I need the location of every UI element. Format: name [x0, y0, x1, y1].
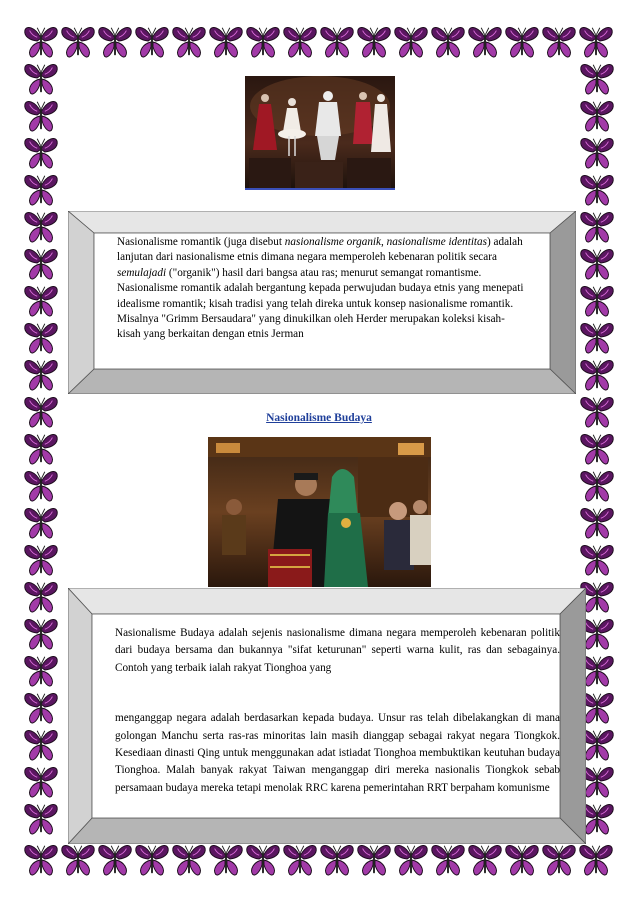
- butterfly-icon: [22, 171, 60, 209]
- exhibit-photo: [245, 76, 395, 190]
- romantic-text-run: nasionalisme organik: [284, 236, 382, 248]
- butterfly-icon: [281, 841, 319, 879]
- butterfly-icon: [355, 23, 393, 61]
- butterfly-icon: [22, 356, 60, 394]
- butterfly-icon: [22, 60, 60, 98]
- romantic-text-run: ,: [381, 236, 387, 248]
- butterfly-icon: [244, 23, 282, 61]
- butterfly-border-left: [22, 60, 62, 842]
- butterfly-icon: [503, 23, 541, 61]
- butterfly-icon: [59, 841, 97, 879]
- butterfly-icon: [22, 615, 60, 653]
- butterfly-icon: [22, 97, 60, 135]
- butterfly-icon: [578, 319, 616, 357]
- butterfly-icon: [22, 578, 60, 616]
- butterfly-icon: [577, 841, 615, 879]
- butterfly-icon: [578, 541, 616, 579]
- butterfly-icon: [22, 541, 60, 579]
- ceremony-photo: [208, 437, 431, 587]
- butterfly-icon: [503, 841, 541, 879]
- butterfly-icon: [355, 841, 393, 879]
- butterfly-icon: [578, 467, 616, 505]
- romantic-text-run: semulajadi: [117, 266, 167, 279]
- butterfly-icon: [96, 841, 134, 879]
- butterfly-icon: [578, 356, 616, 394]
- butterfly-icon: [22, 134, 60, 172]
- butterfly-icon: [577, 23, 615, 61]
- butterfly-icon: [22, 208, 60, 246]
- butterfly-icon: [133, 841, 171, 879]
- butterfly-icon: [540, 841, 578, 879]
- butterfly-icon: [22, 319, 60, 357]
- butterfly-icon: [22, 800, 60, 838]
- butterfly-icon: [429, 23, 467, 61]
- romantic-text-run: ) adalah lanjutan dari nasionalisme etnis dimana negara memperoleh kebenaran politik secara: [117, 236, 523, 264]
- butterfly-border-bottom: [22, 840, 616, 882]
- cultural-paragraph-1: Nasionalisme Budaya adalah sejenis nasionalisme dimana negara memperoleh kebenaran politik dari budaya bersama dan bukannya "sifat keturunan" seperti warna kulit, ras dan sebagainya. Contoh yang terbaik ialah rakyat Tionghoa yang: [115, 627, 560, 674]
- butterfly-icon: [59, 23, 97, 61]
- butterfly-icon: [318, 23, 356, 61]
- butterfly-border-top: [22, 22, 616, 62]
- butterfly-icon: [207, 23, 245, 61]
- butterfly-icon: [22, 23, 60, 61]
- butterfly-icon: [22, 430, 60, 468]
- section-heading-cultural: Nasionalisme Budaya: [266, 412, 372, 424]
- butterfly-icon: [578, 504, 616, 542]
- butterfly-icon: [244, 841, 282, 879]
- butterfly-icon: [22, 504, 60, 542]
- butterfly-icon: [429, 841, 467, 879]
- butterfly-icon: [318, 841, 356, 879]
- butterfly-icon: [578, 60, 616, 98]
- butterfly-icon: [578, 430, 616, 468]
- butterfly-icon: [578, 282, 616, 320]
- romantic-text-run: nasionalisme identitas: [386, 236, 487, 248]
- cultural-nationalism-text: [115, 625, 560, 797]
- butterfly-icon: [578, 134, 616, 172]
- butterfly-icon: [578, 97, 616, 135]
- butterfly-icon: [578, 208, 616, 246]
- cultural-paragraph-2: menganggap negara adalah berdasarkan kepada budaya. Unsur ras telah dibelakangkan di mana golongan Manchu serta ras-ras minoritas lain masih dianggap sebagai rakyat negara Tiongkok. Kesediaan dinasti Qing untuk menggunakan adat istiadat Tionghoa membuktikan keutuhan budaya Tionghoa. Malah banyak rakyat Taiwan menganggap diri mereka nasionalis Tiongkok sebab persamaan budaya mereka tetapi menolak RRC karena pemerintahan RRT berpaham komunisme: [115, 712, 560, 794]
- butterfly-icon: [170, 841, 208, 879]
- butterfly-icon: [281, 23, 319, 61]
- butterfly-icon: [466, 841, 504, 879]
- romantic-nationalism-paragraph: [117, 235, 524, 343]
- text-frame-romantic: [68, 211, 576, 394]
- butterfly-icon: [22, 652, 60, 690]
- butterfly-icon: [540, 23, 578, 61]
- butterfly-icon: [22, 726, 60, 764]
- butterfly-icon: [392, 23, 430, 61]
- butterfly-icon: [22, 245, 60, 283]
- romantic-text-run: Nasionalisme romantik (juga disebut: [117, 236, 285, 248]
- butterfly-icon: [133, 23, 171, 61]
- butterfly-icon: [207, 841, 245, 879]
- butterfly-icon: [22, 841, 60, 879]
- butterfly-icon: [578, 245, 616, 283]
- butterfly-icon: [96, 23, 134, 61]
- butterfly-icon: [466, 23, 504, 61]
- romantic-text-run: ("organik") hasil dari bangsa atau ras; menurut semangat romantisme. Nasionalisme romantik adalah bergantung kepada perwujudan budaya etnis yang menepati idealisme romantik; kisah tradisi yang telah direka untuk konsep nasionalisme romantik. Misalnya "Grimm Bersaudara" yang dinukilkan oleh Herder merupakan koleksi kisah-kisah yang berkaitan dengan etnis Jerman: [117, 266, 524, 341]
- butterfly-icon: [22, 282, 60, 320]
- butterfly-icon: [392, 841, 430, 879]
- butterfly-icon: [22, 467, 60, 505]
- butterfly-icon: [578, 171, 616, 209]
- butterfly-icon: [170, 23, 208, 61]
- butterfly-icon: [22, 763, 60, 801]
- text-frame-cultural: [68, 588, 586, 844]
- butterfly-icon: [22, 689, 60, 727]
